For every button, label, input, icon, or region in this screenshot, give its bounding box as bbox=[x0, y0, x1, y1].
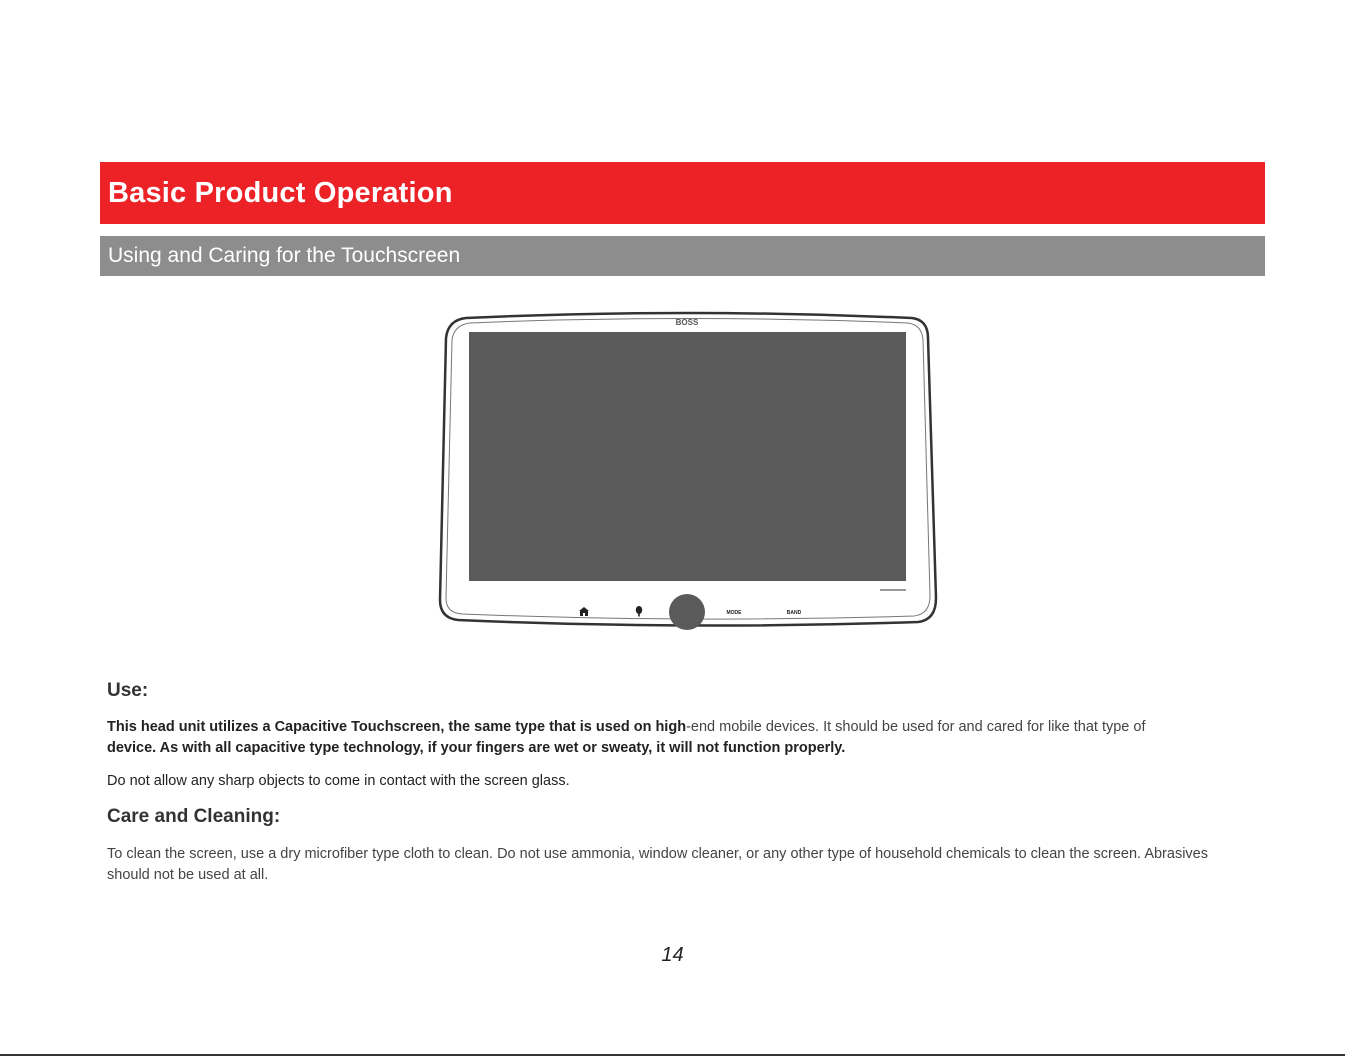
mode-button-label: MODE bbox=[726, 610, 742, 616]
page-number: 14 bbox=[661, 944, 684, 966]
use-para1-bold2: device. As with all capacitive type technology, if your fingers are wet or sweaty, it will not function properly. bbox=[107, 740, 846, 756]
device-screen bbox=[469, 332, 906, 581]
model-mark bbox=[880, 589, 906, 591]
head-unit-drawing bbox=[436, 308, 940, 634]
page-subtitle: Using and Caring for the Touchscreen bbox=[108, 244, 461, 267]
use-paragraph-2 bbox=[107, 771, 1247, 792]
care-heading: Care and Cleaning: bbox=[107, 806, 281, 827]
use-para2: Do not allow any sharp objects to come in contact with the screen glass. bbox=[107, 773, 570, 789]
care-paragraph bbox=[107, 844, 1227, 886]
volume-knob bbox=[669, 594, 705, 630]
care-para1: To clean the screen, use a dry microfiber type cloth to clean. Do not use ammonia, window cleaner, or any other type of household chemicals to clean the screen. Abrasives should not be used at all. bbox=[107, 846, 1208, 883]
use-para1-bold: This head unit utilizes a Capacitive Touchscreen, the same type that is used on high bbox=[107, 719, 687, 735]
page-title: Basic Product Operation bbox=[108, 176, 453, 209]
use-para1-light: -end mobile devices. It should be used for and cared for like that type of bbox=[686, 719, 1146, 735]
band-button-label: BAND bbox=[786, 610, 802, 616]
use-section bbox=[107, 680, 1247, 702]
use-paragraph-1 bbox=[107, 717, 1247, 759]
care-section bbox=[107, 806, 1247, 828]
head-unit-illustration bbox=[436, 308, 940, 634]
brand-logo: BOSS bbox=[675, 318, 699, 327]
subsection-title-bar bbox=[100, 236, 1265, 276]
bottom-divider bbox=[0, 1054, 1345, 1056]
use-heading: Use: bbox=[107, 680, 149, 701]
section-title-bar bbox=[100, 162, 1265, 224]
